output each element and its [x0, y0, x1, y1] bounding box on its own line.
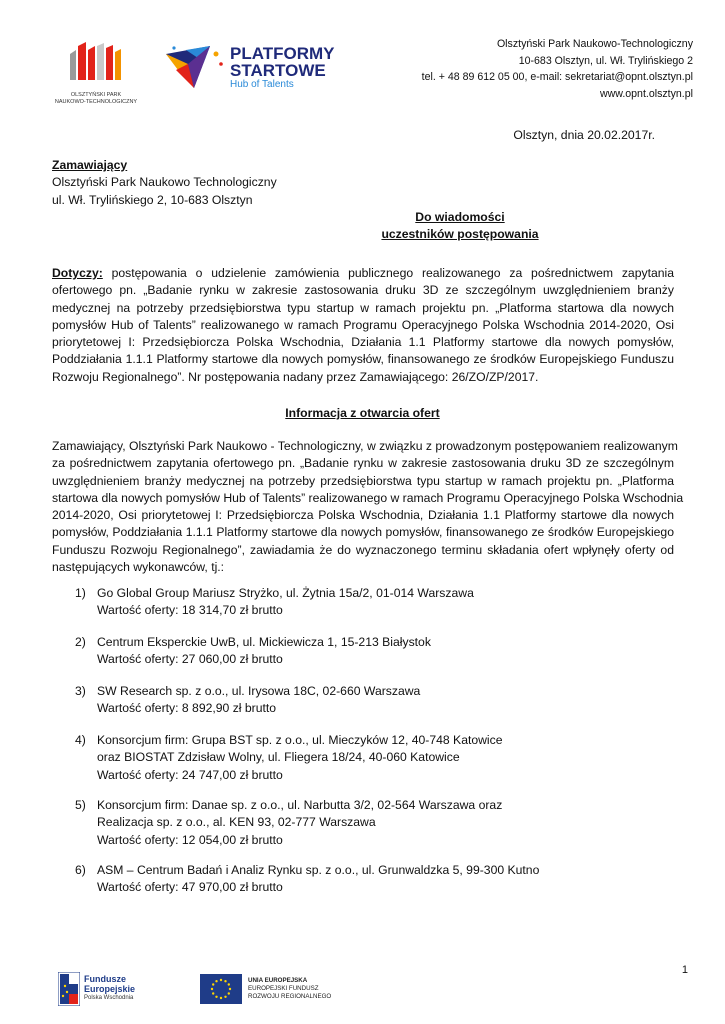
- eu-logo-text: ROZWOJU REGIONALNEGO: [248, 993, 332, 1000]
- orderer-block: [52, 157, 277, 209]
- offer-line: oraz BIOSTAT Zdzisław Wolny, ul. Fliegera 18/24, 40-060 Katowice: [97, 750, 460, 765]
- eu-flag-icon: [200, 974, 242, 1004]
- fundusze-europejskie-logo: [58, 970, 168, 1010]
- subject-label: Dotyczy:: [52, 266, 103, 280]
- subject-line: ofertowego pn. „Badanie rynku w zakresie zastosowania druku 3D ze szczególnym uwzględnieniem branży: [52, 283, 674, 298]
- body-line: następujących wykonawców, tj.:: [52, 560, 225, 575]
- eu-logo-text: EUROPEJSKI FUNDUSZ: [248, 985, 319, 992]
- offer-line: Realizacja sp. z o.o., al. KEN 93, 02-777 Warszawa: [97, 815, 376, 830]
- page-number: 1: [681, 964, 688, 976]
- recipient-line: uczestników postępowania: [381, 227, 539, 242]
- opnt-logo-mark: [40, 40, 152, 86]
- fe-logo-text: Polska Wschodnia: [84, 995, 134, 1001]
- subject-line: medycznej na potrzeby przedsiębiorstwa typu startup w ramach projektu pn. „Platforma startowa dla nowych: [52, 300, 674, 315]
- offer-number: 2): [75, 635, 86, 649]
- fe-logo-icon: [58, 972, 80, 1006]
- recipient-block: [320, 209, 600, 244]
- opnt-logo-text: OLSZTYŃSKI PARK: [70, 92, 122, 98]
- body-paragraph: [52, 438, 684, 576]
- fe-logo-text: Europejskie: [84, 984, 136, 994]
- body-line: 2014-2020, Osi priorytetowej I: Przedsiębiorcza Polska Wschodnia, Działania 1.1 Platformy startowe dla nowych: [52, 508, 674, 523]
- offer-value: Wartość oferty: 27 060,00 zł brutto: [97, 652, 283, 667]
- recipient-line: Do wiadomości: [415, 210, 505, 224]
- sender-address: [422, 36, 693, 102]
- body-line: startowa dla nowych pomysłów Hub of Talents” realizowanego w ramach Programu Operacyjnego Polska Wschodnia: [52, 490, 684, 505]
- body-line: pomysłów, Poddziałania 1.1.1 Platformy startowe dla nowych pomysłów, finansowanego ze środków Europejskiego: [52, 525, 674, 540]
- body-line: uwzględnieniem branży medycznej na potrzeby przedsiębiorstwa typu startup w ramach projektu pn. „Platforma: [52, 473, 674, 488]
- opnt-logo: [40, 40, 152, 105]
- offer-number: 1): [75, 586, 86, 600]
- platformy-startowe-logo: [164, 40, 344, 96]
- body-line: za pośrednictwem zapytania ofertowego pn. „Badanie rynku w zakresie zastosowania druku 3D ze szczególnym: [52, 456, 674, 471]
- address-line: Olsztyński Park Naukowo-Technologiczny: [496, 38, 693, 50]
- orderer-heading: Zamawiający: [52, 158, 128, 172]
- subject-paragraph: [52, 265, 674, 386]
- offer-line: Konsorcjum firm: Danae sp. z o.o., ul. Narbutta 3/2, 02-564 Warszawa oraz: [97, 798, 503, 812]
- offer-number: 4): [75, 733, 86, 747]
- offer-number: 3): [75, 684, 86, 698]
- offer-value: Wartość oferty: 8 892,90 zł brutto: [97, 701, 277, 716]
- offer-number: 6): [75, 863, 86, 877]
- address-line: 10-683 Olsztyn, ul. Wł. Trylińskiego 2: [518, 54, 693, 67]
- offer-value: Wartość oferty: 18 314,70 zł brutto: [97, 603, 283, 618]
- opnt-logo-text: NAUKOWO-TECHNOLOGICZNY: [54, 98, 138, 105]
- eu-logo-text: UNIA EUROPEJSKA: [248, 977, 308, 984]
- offer-value: Wartość oferty: 12 054,00 zł brutto: [97, 832, 283, 847]
- offer-value: Wartość oferty: 24 747,00 zł brutto: [97, 767, 283, 782]
- date-line: Olsztyn, dnia 20.02.2017r.: [513, 128, 655, 142]
- logo-word-hub: Hub of Talents: [230, 79, 294, 90]
- logo-word-startowe: STARTOWE: [230, 61, 326, 80]
- address-line: www.opnt.olsztyn.pl: [599, 87, 693, 100]
- subject-line: Poddziałania 1.1.1 Platformy startowe dla nowych pomysłów, finansowanego ze środków Europejskiego Funduszu: [52, 352, 674, 367]
- offer-line: Centrum Eksperckie UwB, ul. Mickiewicza 1, 15-213 Białystok: [97, 635, 431, 649]
- subject-line: priorytetowej I: Przedsiębiorcza Polska Wschodnia, Działania 1.1 Platformy startowe dla nowych pomysłów,: [52, 335, 674, 350]
- section-title: Informacja z otwarcia ofert: [285, 406, 440, 420]
- subject-line: Dotyczy: postępowania o udzielenie zamówienia publicznego realizowanego za pośrednictwem zapytania: [52, 266, 674, 280]
- triangle-logo-icon: [166, 44, 228, 90]
- subject-line: Rozwoju Regionalnego”. Nr postępowania nadany przez Zamawiającego: 26/ZO/ZP/2017.: [52, 369, 539, 384]
- address-line: tel. + 48 89 612 05 00, e-mail: sekretariat@opnt.olsztyn.pl: [421, 71, 693, 83]
- offer-line: Konsorcjum firm: Grupa BST sp. z o.o., ul. Mieczyków 12, 40-748 Katowice: [97, 733, 503, 747]
- offer-line: ASM – Centrum Badań i Analiz Rynku sp. z o.o., ul. Grunwaldzka 5, 99-300 Kutno: [97, 863, 540, 877]
- offer-line: Go Global Group Mariusz Stryżko, ul. Żytnia 15a/2, 01-014 Warszawa: [97, 586, 474, 600]
- logo-word-platformy: PLATFORMY: [230, 44, 335, 63]
- fe-logo-text: Fundusze: [84, 974, 126, 984]
- subject-line: pomysłów Hub of Talents” realizowanego w ramach Programu Operacyjnego Polska Wschodnia 2014-2020, Osi: [52, 317, 674, 332]
- body-line: Zamawiający, Olsztyński Park Naukowo - Technologiczny, w związku z prowadzonym postępowaniem realizowanym: [52, 439, 678, 453]
- eu-logo: [200, 974, 350, 1006]
- offer-line: SW Research sp. z o.o., ul. Irysowa 18C, 02-660 Warszawa: [97, 684, 421, 698]
- body-line: Funduszu Rozwoju Regionalnego”, zawiadamia że do wyznaczonego terminu składania ofert wpłynęły oferty od: [52, 542, 674, 557]
- offer-number: 5): [75, 798, 86, 812]
- orderer-line: ul. Wł. Trylińskiego 2, 10-683 Olsztyn: [52, 192, 253, 207]
- orderer-line: Olsztyński Park Naukowo Technologiczny: [52, 175, 277, 190]
- offer-value: Wartość oferty: 47 970,00 zł brutto: [97, 880, 283, 895]
